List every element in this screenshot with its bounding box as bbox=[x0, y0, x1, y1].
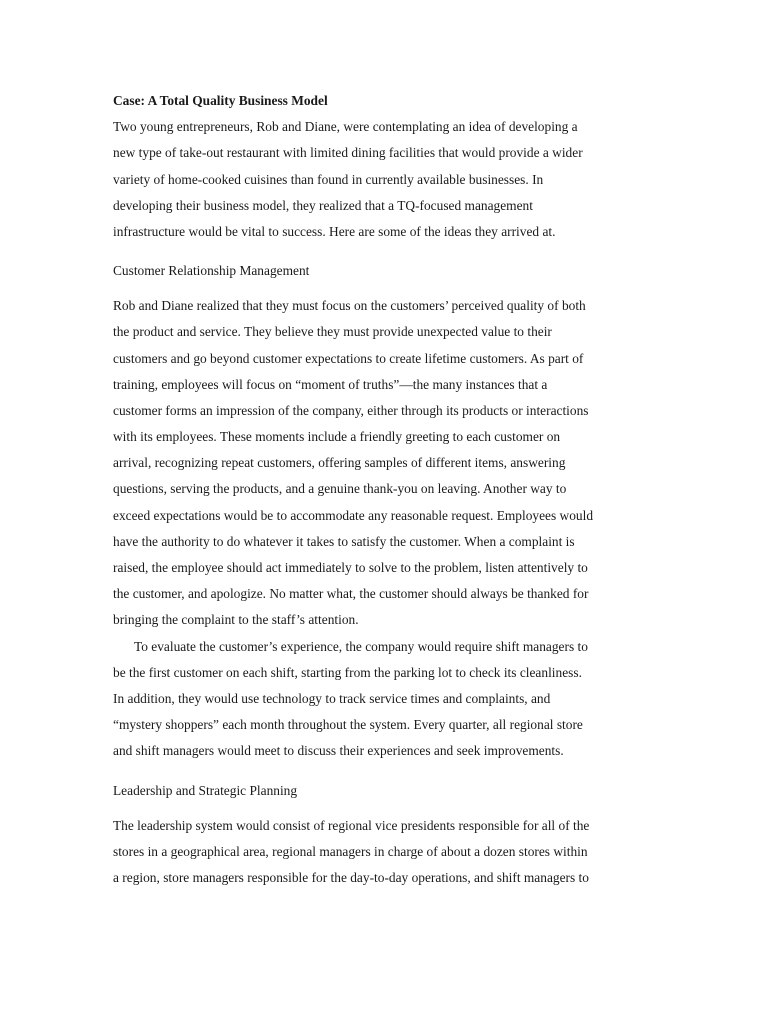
paragraph-line: bringing the complaint to the staff’s attention. bbox=[113, 612, 359, 628]
paragraph-line: with its employees. These moments include a friendly greeting to each customer on bbox=[113, 429, 561, 445]
paragraph-line: The leadership system would consist of regional vice presidents responsible for all of the bbox=[113, 817, 590, 833]
paragraph-line: the product and service. They believe they must provide unexpected value to their bbox=[113, 324, 552, 340]
paragraph-line: customers and go beyond customer expectations to create lifetime customers. As part of bbox=[113, 350, 584, 366]
paragraph-line: and shift managers would meet to discuss their experiences and seek improvements. bbox=[113, 743, 564, 759]
paragraph-line: customer forms an impression of the company, either through its products or interactions bbox=[113, 402, 589, 418]
paragraph-line: the customer, and apologize. No matter what, the customer should always be thanked for bbox=[113, 586, 589, 602]
paragraph-line: Rob and Diane realized that they must focus on the customers’ perceived quality of both bbox=[113, 298, 586, 314]
paragraph-line: a region, store managers responsible for the day-to-day operations, and shift managers to bbox=[113, 869, 589, 885]
intro-line: Two young entrepreneurs, Rob and Diane, were contemplating an idea of developing a bbox=[113, 119, 578, 135]
paragraph-line: In addition, they would use technology to track service times and complaints, and bbox=[113, 690, 551, 706]
customer-relationship-paragraph-2 bbox=[113, 634, 653, 765]
intro-line: infrastructure would be vital to success. Here are some of the ideas they arrived at. bbox=[113, 223, 556, 239]
paragraph-line: training, employees will focus on “moment of truths”—the many instances that a bbox=[113, 376, 548, 392]
case-title: Case: A Total Quality Business Model bbox=[113, 93, 328, 108]
section-heading-leadership: Leadership and Strategic Planning bbox=[113, 782, 298, 798]
paragraph-line: be the first customer on each shift, starting from the parking lot to check its cleanliness. bbox=[113, 664, 582, 680]
customer-relationship-paragraph-1 bbox=[113, 293, 653, 633]
intro-line: variety of home-cooked cuisines than found in currently available businesses. In bbox=[113, 171, 544, 187]
paragraph-line: To evaluate the customer’s experience, the company would require shift managers to bbox=[134, 638, 588, 654]
leadership-paragraph-1 bbox=[113, 813, 653, 892]
paragraph-line: questions, serving the products, and a genuine thank-you on leaving. Another way to bbox=[113, 481, 567, 497]
paragraph-line: stores in a geographical area, regional managers in charge of about a dozen stores within bbox=[113, 843, 588, 859]
section-heading-customer-relationship: Customer Relationship Management bbox=[113, 263, 310, 279]
paragraph-line: arrival, recognizing repeat customers, offering samples of different items, answering bbox=[113, 455, 566, 471]
intro-line: developing their business model, they realized that a TQ-focused management bbox=[113, 197, 533, 213]
intro-line: new type of take-out restaurant with limited dining facilities that would provide a wider bbox=[113, 145, 583, 161]
intro-paragraph bbox=[113, 114, 653, 245]
paragraph-line: raised, the employee should act immediately to solve to the problem, listen attentively to bbox=[113, 560, 588, 575]
document-page bbox=[113, 88, 653, 891]
paragraph-line: “mystery shoppers” each month throughout the system. Every quarter, all regional store bbox=[113, 717, 583, 733]
paragraph-line: have the authority to do whatever it takes to satisfy the customer. When a complaint is bbox=[113, 533, 575, 549]
paragraph-line: exceed expectations would be to accommodate any reasonable request. Employees would bbox=[113, 507, 594, 523]
